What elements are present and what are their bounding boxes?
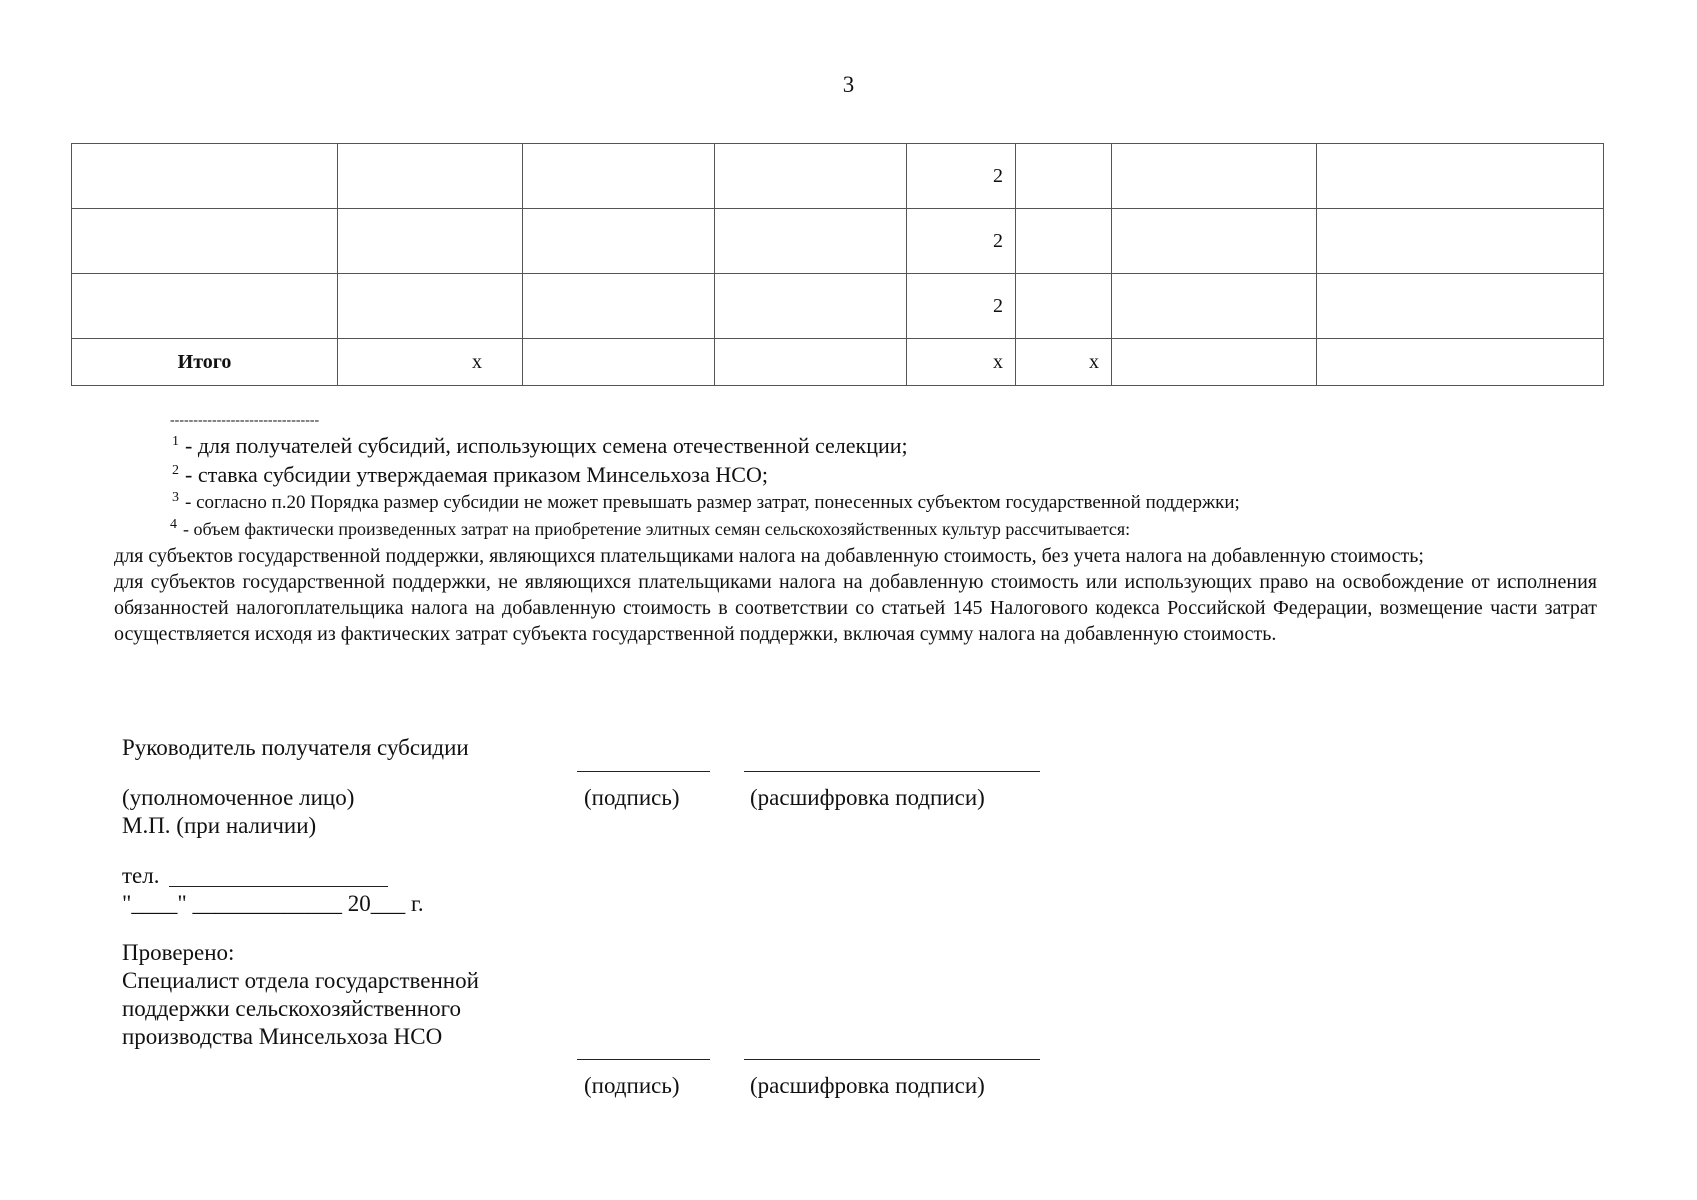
footnote-mark: 1: [172, 433, 179, 449]
footnote-mark: 3: [172, 489, 179, 505]
table-row: [72, 144, 1604, 209]
decode-line: [744, 1059, 1040, 1060]
page-number: 3: [842, 72, 855, 97]
total-x-cell: x: [907, 339, 1016, 386]
table-row: [72, 209, 1604, 274]
decode-caption: (расшифровка подписи): [750, 785, 985, 810]
rate-cell: 2: [907, 209, 1016, 274]
phone-line: [169, 886, 388, 887]
footnote-4: [170, 519, 1130, 540]
table-row: [72, 274, 1604, 339]
signature-line: [577, 1059, 710, 1060]
specialist-line: Специалист отдела государственной: [122, 968, 479, 993]
paragraph-non-vat-payers: для субъектов государственной поддержки, не являющихся плательщиками налога на добавленную стоимость или использующих право на освобождение от исполнения обязанностей налогоплательщика налога на добавленную стоимость в соответствии со статьей 145 Налогового кодекса Российской Федерации, возмещение части затрат осуществляется исходя из фактических затрат субъекта государственной поддержки, включая сумму налога на добавленную стоимость.: [114, 571, 1597, 645]
footnote-text: - для получателей субсидий, использующих семена отечественной селекции;: [185, 433, 908, 458]
footnote-mark: 4: [170, 517, 177, 532]
decode-line: [744, 771, 1040, 772]
checked-label: Проверено:: [122, 940, 235, 965]
footnote-3: [172, 489, 1240, 514]
rate-cell: 2: [907, 274, 1016, 339]
subsidy-table: [71, 143, 1604, 386]
total-label: Итого: [72, 339, 338, 386]
total-x-cell: x: [338, 339, 523, 386]
footnote-2: [172, 462, 768, 488]
signature-line: [577, 771, 710, 772]
footnote-1: [172, 433, 908, 459]
rate-cell: 2: [907, 144, 1016, 209]
paragraph-vat-payers: для субъектов государственной поддержки, являющихся плательщиками налога на добавленную стоимость, без учета налога на добавленную стоимость;: [114, 545, 1424, 567]
signature-caption: (подпись): [584, 1073, 680, 1098]
footnote-text: - согласно п.20 Порядка размер субсидии не может превышать размер затрат, понесенных субъектом государственной поддержки;: [185, 492, 1240, 513]
authorized-person: (уполномоченное лицо): [122, 785, 355, 810]
footnote-text: - объем фактически произведенных затрат на приобретение элитных семян сельскохозяйственных культур рассчитывается:: [183, 519, 1131, 539]
date-line: "____" _____________ 20___ г.: [122, 891, 424, 916]
seal-note: М.П. (при наличии): [122, 813, 317, 838]
footnote-text: - ставка субсидии утверждаемая приказом Минсельхоза НСО;: [185, 462, 768, 487]
footnote-mark: 2: [172, 462, 179, 478]
head-title: Руководитель получателя субсидии: [122, 735, 469, 760]
specialist-line: поддержки сельскохозяйственного: [122, 996, 461, 1021]
signature-caption: (подпись): [584, 785, 680, 810]
footnote-paragraphs: [114, 543, 1597, 647]
specialist-line: производства Минсельхоза НСО: [122, 1024, 443, 1049]
total-x-cell: x: [1016, 339, 1112, 386]
decode-caption: (расшифровка подписи): [750, 1073, 985, 1098]
phone-label: тел.: [122, 863, 160, 888]
footnote-separator: --------------------------------: [170, 413, 320, 428]
total-row: [72, 339, 1604, 386]
